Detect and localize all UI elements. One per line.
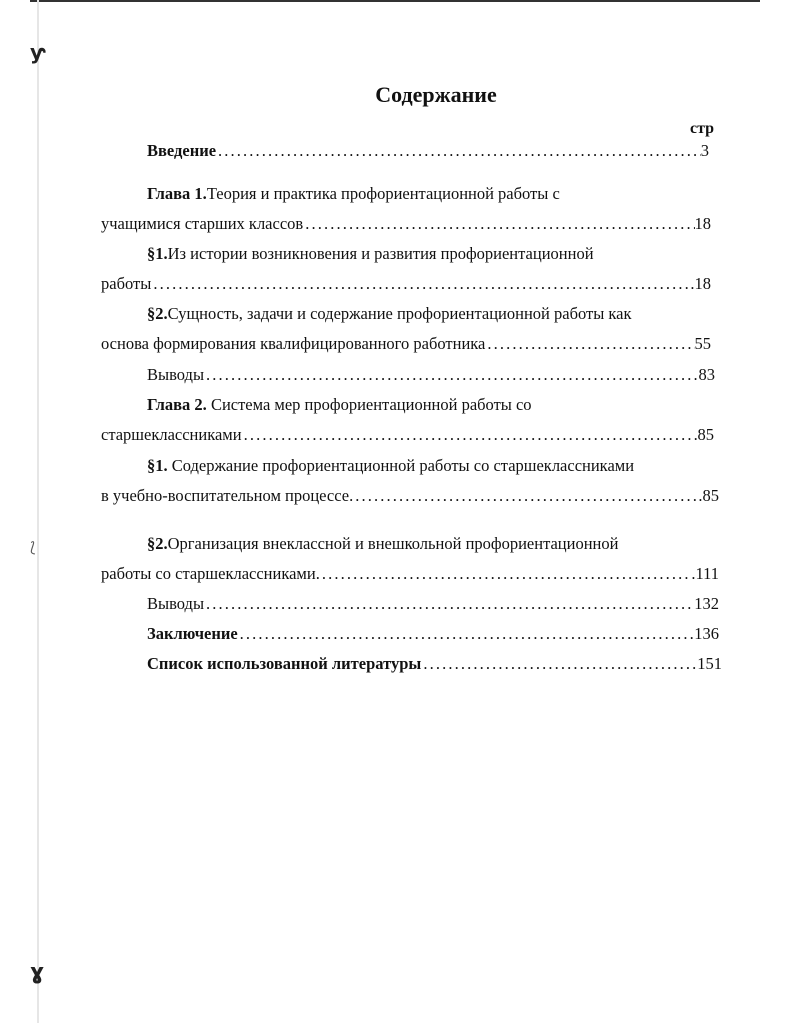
toc-entry-title: Список использованной литературы <box>147 654 422 673</box>
toc-entry-title: Содержание профориентационной работы со старшеклассниками <box>167 456 635 475</box>
scan-edge-left <box>37 0 39 1023</box>
toc-entry-section-1-2[interactable] <box>147 303 727 325</box>
handwritten-mark-icon: ɣ <box>30 960 45 985</box>
toc-entry-label: §2. <box>147 534 168 553</box>
toc-entry-section-1-2-cont[interactable] <box>101 333 711 355</box>
dot-leader <box>204 364 698 386</box>
toc-entry-title: Выводы <box>147 594 205 613</box>
toc-entry-section-2-1-cont[interactable] <box>101 485 719 507</box>
toc-entry-label: Глава 1. <box>147 184 207 203</box>
dot-leader <box>485 333 694 355</box>
toc-entry-section-2-2-cont[interactable] <box>101 563 719 585</box>
toc-entry-title: Заключение <box>147 624 238 643</box>
dot-leader <box>353 485 698 507</box>
toc-page-number: .18 <box>690 274 711 293</box>
dot-leader <box>303 213 694 235</box>
toc-page-number: 132 <box>694 594 719 613</box>
scan-edge-top <box>30 0 760 2</box>
toc-entry-title: работы со старшеклассниками. <box>101 564 320 583</box>
dot-leader <box>238 623 695 645</box>
dot-leader <box>242 424 698 446</box>
toc-entry-introduction[interactable] <box>147 140 709 162</box>
dot-leader <box>320 563 692 585</box>
toc-entry-title: в учебно-воспитательном процессе. <box>101 486 354 505</box>
toc-entry-title: Система мер профориентационной работы со <box>206 395 532 414</box>
toc-entry-conclusions-1[interactable] <box>147 364 715 386</box>
toc-page-number: .111 <box>691 564 719 583</box>
toc-entry-conclusion[interactable] <box>147 623 719 645</box>
toc-page-number: 136 <box>694 624 719 643</box>
toc-entry-title: учащимися старших классов <box>101 214 304 233</box>
handwritten-mark-icon: ƴ <box>30 40 46 64</box>
toc-page-number: .85 <box>698 486 719 505</box>
dot-leader <box>151 273 690 295</box>
toc-entry-title: Введение <box>147 141 217 160</box>
toc-page-number: 151 <box>697 654 722 673</box>
toc-entry-label: §2. <box>147 304 168 323</box>
toc-page-number: 85 <box>697 425 714 444</box>
toc-entry-chapter-2-cont[interactable] <box>101 424 714 446</box>
toc-entry-title: основа формирования квалифицированного работника <box>101 334 486 353</box>
toc-entry-label: §1. <box>147 244 168 263</box>
toc-entry-title: Сущность, задачи и содержание профориентационной работы как <box>167 304 632 323</box>
toc-entry-section-1-1[interactable] <box>147 243 707 265</box>
toc-entry-section-1-1-cont[interactable] <box>101 273 711 295</box>
toc-entry-title: Теория и практика профориентационной работы с <box>206 184 560 203</box>
page-title: Содержание <box>375 82 497 107</box>
toc-page-number: 18 <box>694 214 711 233</box>
toc-entry-title: старшеклассниками <box>101 425 242 444</box>
page-column-label: стр <box>690 120 715 137</box>
toc-page-number: 83 <box>698 365 715 384</box>
dot-leader <box>216 140 701 162</box>
toc-entry-label: Глава 2. <box>147 395 207 414</box>
toc-entry-references[interactable] <box>147 653 722 675</box>
toc-entry-chapter-1-cont[interactable] <box>101 213 711 235</box>
dot-leader <box>204 593 694 615</box>
toc-entry-section-2-2[interactable] <box>147 533 727 555</box>
scan-artifact-icon: ⟅ <box>30 540 36 556</box>
toc-entry-label: §1. <box>147 456 168 475</box>
toc-entry-title: Из истории возникновения и развития профориентационной <box>167 244 594 263</box>
dot-leader <box>421 653 697 675</box>
toc-entry-title: Организация внеклассной и внешкольной профориентационной <box>167 534 619 553</box>
toc-entry-title: работы <box>101 274 152 293</box>
toc-entry-chapter-2[interactable] <box>147 394 707 416</box>
toc-page-number: 55 <box>694 334 711 353</box>
toc-page-number: 3 <box>700 141 709 160</box>
toc-entry-section-2-1[interactable] <box>147 455 727 477</box>
toc-entry-title: Выводы <box>147 365 205 384</box>
toc-entry-chapter-1[interactable] <box>147 183 707 205</box>
toc-entry-conclusions-2[interactable] <box>147 593 719 615</box>
